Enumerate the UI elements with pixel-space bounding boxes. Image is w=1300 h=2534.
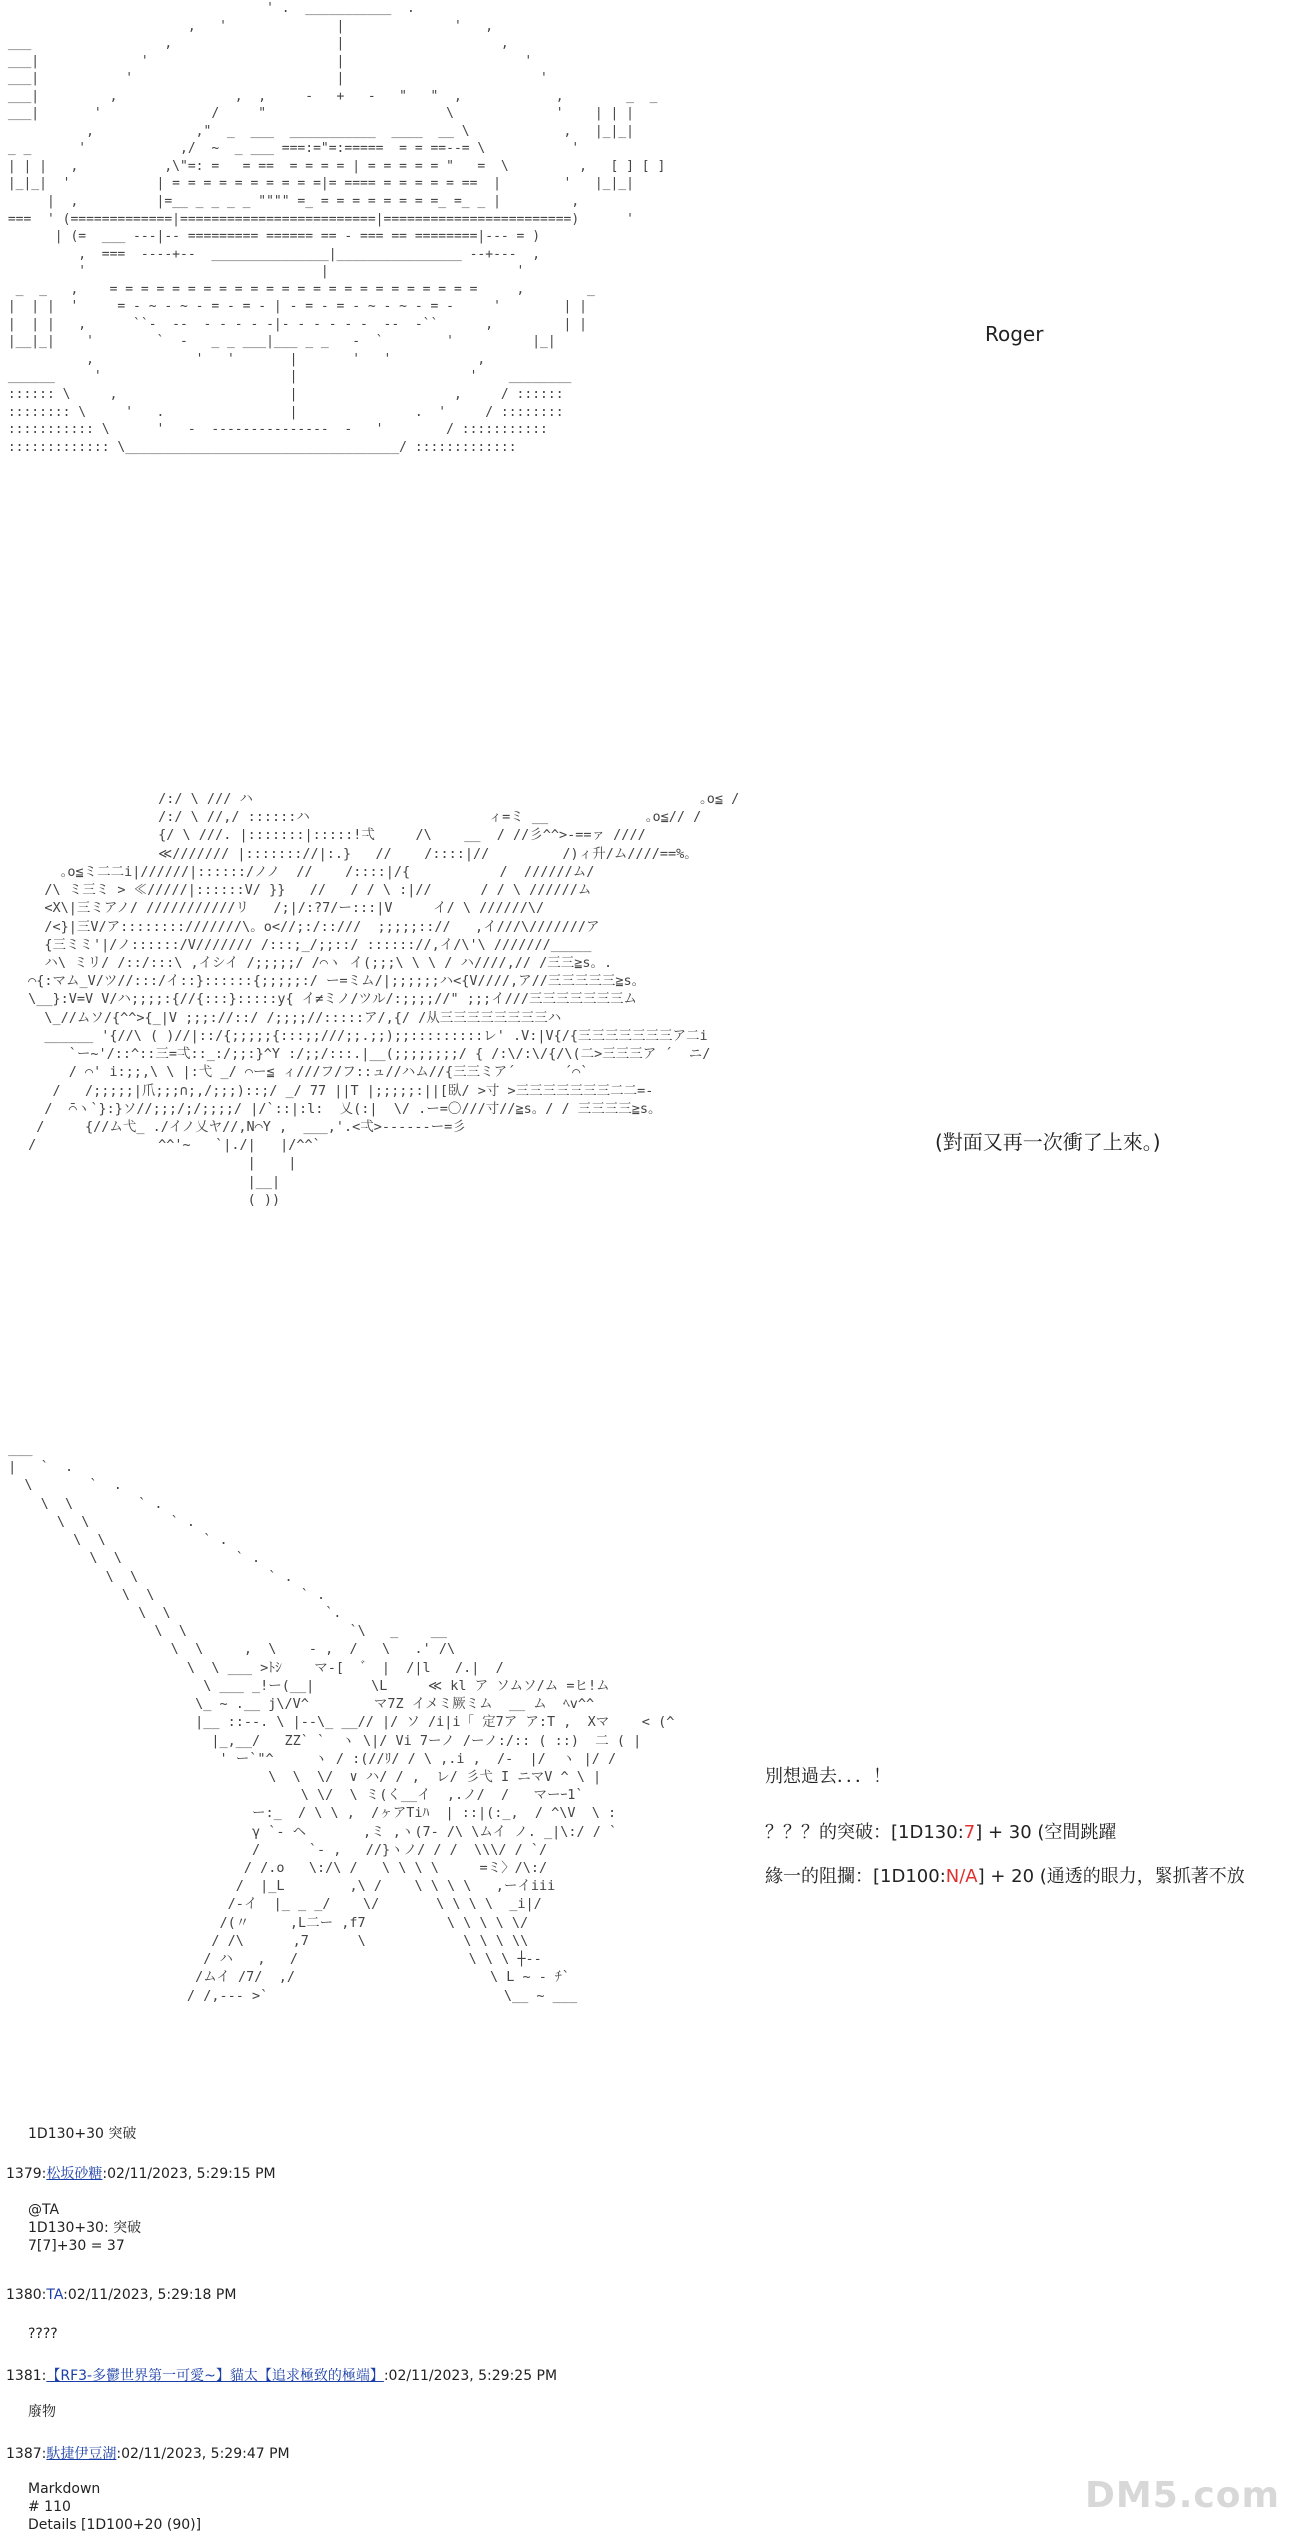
comment-number: 1380: (6, 2287, 47, 2303)
comment-username[interactable]: TA (46, 2287, 64, 2303)
comment-timestamp: :02/11/2023, 5:29:25 PM (383, 2368, 558, 2384)
comment-line: 7[7]+30 = 37 (28, 2238, 125, 2254)
comment-username-link[interactable]: 馱捷伊豆湖 (46, 2446, 117, 2462)
comment-line: # 110 (28, 2499, 71, 2515)
watermark-logo: DM5.com (1084, 2475, 1280, 2516)
roger-text: Roger (985, 322, 1044, 346)
comment-header (6, 2443, 290, 2463)
ascii-art-sword-clash: ___ | ` . \ ` . \ \ ` . \ \ ` . \ \ ` . \ \ ` . \ \ ` . \ \ ` . \ \ `. \ \ `\ _ __ \ \ , \ - , / \ .' /\ \ \ ___ >ﾄｼ マ-[ ゛ | /|l /.| / \ ___ _!ー(__| \L ≪ kl ア ソムソ/ム =ヒ!ム \_ ~ .__ j\/V^ マ7Z イメミ厥ミム __ ム ﾍv^^ |__ ::--. \ |--\_ __// |/ ソ /i|i「 定7ア ア:T , Xマ < (^ |_,__/ ZZ` ` ヽ \|/ Vi 7ーノ /ーノ:/:: ( ::) 二 ( | ' ー`"^ ヽ / :(//ﾘ/ / \ ,.i , /- |/ ヽ |/ / \ \ \/ ∨ ハ/ / , レ/ 彡弋 I ニマV ^ \ | \ \/ \ ミ(く__イ ,.ノ/ / マーｰ1` ー:_ / \ \ , /ヶアTiﾊ | ::|(:_, / ^\V \ : γ `- ヘ ,ミ ,ヽ(7- /\ \ムイ ノ. _|\:/ / ` / `- , //}ヽノ/ / / \\\/ / `/ / /.o \:/\ / \ \ \ \ =ミ〉/\:/ / |_L ,\ / \ \ \ \ ,ーイiii /-イ |_ _ _/ \/ \ \ \ \ _i|/ /(〃 ,L二ー ,f7 \ \ \ \ \/ / /\ ,7 \ \ \ \ \\ / ハ , / \ \ \ ┼-- /ムイ /7/ ,/ \ L ~ - ﾁ` / /,--- >` \__ ~ ___ (8, 1441, 675, 2004)
roll-block-line (765, 1862, 1245, 1888)
roll-breakthrough-prefix: ？？？的突破：[1D130: (765, 1822, 964, 1843)
comment-body (28, 2201, 141, 2255)
roll-block-suffix: ] + 20 (通透的眼力，緊抓著不放 (977, 1866, 1245, 1887)
comment-line: 1D130+30: 突破 (28, 2220, 142, 2236)
comment-timestamp: :02/11/2023, 5:29:47 PM (116, 2446, 290, 2462)
roll-block-value: N/A (945, 1866, 978, 1887)
comment-username-link[interactable]: 【RF3-多鬱世界第一可愛~】貓太【追求極致的極端】 (46, 2368, 384, 2384)
ascii-art-explosion: /:/ \ /// ハ ｡o≦ / /:/ \ //,/ ::::::ハ ィ=ミ __ ｡o≦// / {/ \ ///. |:::::::|:::::!弌 /\ __ / //彡^^>-==ァ //// ≪/////// |::::::://|:.} // /::::|// /)ィ升/ム////==%。 ｡o≦ミ二二i|//////|::::::/ノノ // /::::|/{ / //////ム/ /\ ミ三ミ > ≪/////|::::::V/ }} // / / \ :|// / / \ //////ム <X\|三ミアノ/ ///////////リ /;|/:?7/ー:::|V イ/ \ //////\/ /<}|三V/ア::::::::///////\。o<//;:/::/// ;;;;;::// ,イ///\///////ア {三ミミ'|/ノ::::::/V/////// /:::;_/;;::/ :::::://,イ/\'\ ///////_____ ハ\ ミリ/ /::/:::\ ,イシイ /;;;;;/ /⌒ヽ イ(;;;\ \ \ / ハ////,// /三三≧s。. ⌒{:マム_V/ツ//:::/イ::}::::::{;;;;;:/ ー=ミム/|;;;;;;ハ<{V////,ア//三三三三三≧s。 \__}:V=V V/ハ;;;;:{//{:::}:::::y{ イ≠ミノ/ツル/:;;;;//" ;;;イ///三三三三三三三ム \_//ムソ/{^^>{_|V ;;;://::/ /;;;;//:::::ア/,{/ /从三三三三三三三三ハ ______ '{//\ ( )//|::/{;;;;;{:::;;///;;.;;);;:::::::::レ' .V:|V{/{三三三三三三三ア二i `ー~'/::^::三=弌::_:/;;:}^Y :/;;/:::.|__(;;;;;;;;/ { /:\/:\/{/\(二>三三三ア ´ ニ/ / ⌒' i:;;,\ \ |:弋 _/ ⌒ー≦ ィ///フ/フ::ュ//ハム//{三三ミア´ ´⌒` / /;;;;;|爪;;;∩;,/;;;)::;/ _/ 77 ||T |;;;;;:||[臥/ >寸 >三三三三三三三二二=- / ̄⌒ヽ`}:}ソ//;;;/;/;;;;/ |/`::|:l: 乂(:| \/ .ー=〇///寸//≧s。/ / 三三三三≧s。 / {//ム弋_ ./イノ乂ヤ//,N⌒Y , ___,'.<弌>------ー=彡 / ^^'~ `|./| |/^^` | | |__| ( )) (28, 791, 740, 1208)
roll-breakthrough-suffix: ] + 30 (空間跳躍 (975, 1822, 1117, 1843)
roll-breakthrough-value: 7 (963, 1822, 976, 1843)
roll-block-prefix: 緣一的阻攔：[1D100: (765, 1866, 946, 1887)
comment-body: 廢物 (28, 2404, 56, 2420)
comment-body: 1D130+30 突破 (28, 2126, 137, 2142)
comment-line: @TA (28, 2202, 60, 2218)
comment-number: 1379: (6, 2166, 47, 2182)
comment-header (6, 2287, 236, 2303)
comment-header (6, 2163, 276, 2183)
comment-header (6, 2365, 557, 2385)
roll-breakthrough-line (765, 1818, 1116, 1844)
comment-body: ???? (28, 2326, 58, 2342)
ascii-art-target-scope: ' . ___________ . , ' | ' , ___ , | , ___| ' | ' ___| ' | ' ___| , , , - + - " " , , _ _ ___| ' / " \ ' | | | , ," _ ___ ___________ ____ __ \ , |_|_| _ _ ' ,/ ~ _ ___ ===:="=:===== = = ==--= \ ' | | | , ,\"=: = = == = = = = | = = = = = " = \ , [ ] [ ] |_|_| ' | = = = = = = = = = =|= ==== = = = = = == | ' |_|_| | , |=__ _ _ _ _ """" =_ = = = = = = = =_ =_ _ | , === ' (=============|=========================|========================) ' | (= ___ ---|-- ========= ====== == - === == ========|--- = ) , === ----+-- _______________|________________ --+--- , ' | ' _ _ , = = = = = = = = = = = = = = = = = = = = = = = = , _ | | | ' = - ~ - ~ - = - = - | - = - = - ~ - ~ - = - ' | | | | | , ``- -- - - - - -|- - - - - - -- -`` , | | |__|_| ' ` - _ _ ___|___ _ _ - ` ' |_| , ' ' | ' ' , ______ ' | ' ________ :::::: \ , | , / :::::: :::::::: \ ' . | . ' / :::::::: ::::::::::: \ ' - --------------- - ' / ::::::::::: ::::::::::::: \___________________________________/ ::::::::::::: (7, 1, 666, 455)
comment-username-link[interactable]: 松坂砂糖 (46, 2166, 103, 2182)
comment-line: Details [1D100+20 (90)] (28, 2517, 202, 2533)
dialogue-dont-pass: 別想過去．．．！ (765, 1766, 891, 1787)
comment-timestamp: :02/11/2023, 5:29:15 PM (102, 2166, 276, 2182)
comment-number: 1387: (6, 2446, 47, 2462)
narration-rushed-again: (對面又再一次衝了上來。) (935, 1130, 1161, 1154)
comment-body (28, 2480, 201, 2534)
comment-number: 1381: (6, 2368, 47, 2384)
comment-timestamp: :02/11/2023, 5:29:18 PM (63, 2287, 237, 2303)
comment-line: Markdown (28, 2481, 101, 2497)
